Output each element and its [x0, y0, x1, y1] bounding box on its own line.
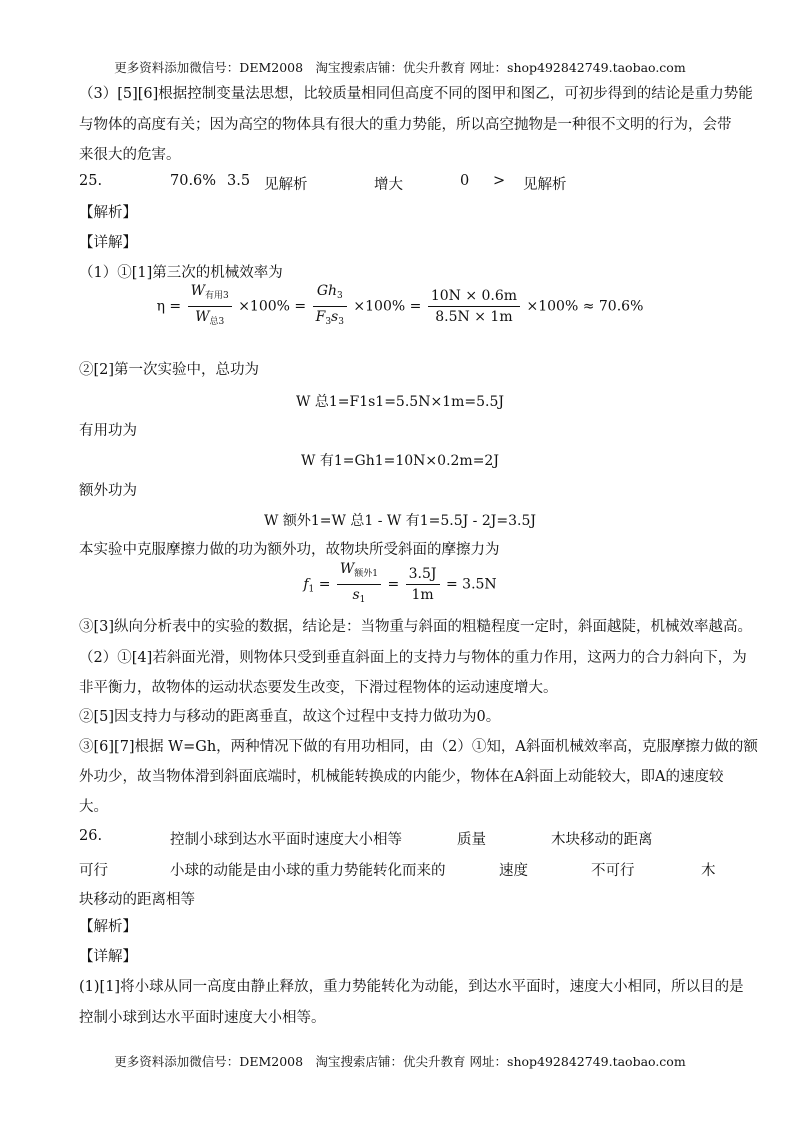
eq-text: s	[352, 587, 360, 603]
text-line: 大。	[79, 799, 108, 815]
answer-2: 3.5	[227, 173, 251, 189]
eq-eta: η =	[156, 298, 182, 315]
answer-4: 增大	[374, 177, 403, 193]
answer-6: 速度	[499, 863, 528, 879]
answer-8-end: 块移动的距离相等	[79, 892, 195, 908]
answer-4: 可行	[79, 863, 108, 879]
answer-6: >	[493, 173, 506, 189]
eq-text: s	[331, 309, 339, 325]
text-line: 来很大的危害。	[79, 147, 181, 163]
answer-3: 木块移动的距离	[551, 832, 653, 848]
eq-sub: 3	[325, 317, 332, 327]
eq-sub: 1	[359, 595, 366, 605]
text-line: 额外功为	[79, 483, 137, 499]
eq-text: W	[339, 561, 355, 577]
text-line: （3）[5][6]根据控制变量法思想，比较质量相同但高度不同的图甲和图乙，可初步得到的结论是重力势能	[79, 86, 753, 102]
question-number: 25.	[79, 173, 103, 189]
text-line: 与物体的高度有关；因为高空的物体具有很大的重力势能，所以高空抛物是一种很不文明的行为，会带	[79, 117, 732, 133]
text-line: (1)[1]将小球从同一高度由静止释放，重力势能转化为动能，到达水平面时，速度大小相同，所以目的是	[79, 979, 744, 995]
question-number: 26.	[79, 828, 103, 844]
page-footer: 更多资料添加微信号：DEM2008 淘宝搜索店铺：优尖升教育 网址：shop492842749.taobao.com	[114, 1054, 686, 1069]
text-line: ③[3]纵向分析表中的实验的数据，结论是：当物重与斜面的粗糙程度一定时，斜面越陡，机械效率越高。	[79, 619, 753, 635]
eq-text: ×100% =	[353, 298, 422, 315]
section-label-detail: 【详解】	[79, 949, 137, 965]
equation-total-work: W 总1=F1s1=5.5N×1m=5.5J	[296, 394, 504, 410]
answer-2: 质量	[457, 832, 486, 848]
eq-sub: 总3	[209, 317, 225, 327]
section-label-analysis: 【解析】	[79, 919, 137, 935]
eq-fraction-gh	[313, 282, 347, 331]
answer-3: 见解析	[264, 177, 308, 193]
answer-1: 控制小球到达水平面时速度大小相等	[170, 832, 402, 848]
eq-sub: 额外1	[354, 569, 378, 579]
page-header: 更多资料添加微信号：DEM2008 淘宝搜索店铺：优尖升教育 网址：shop492842749.taobao.com	[114, 60, 686, 75]
text-line: 本实验中克服摩擦力做的功为额外功，故物块所受斜面的摩擦力为	[79, 542, 500, 558]
text-line: （1）①[1]第三次的机械效率为	[79, 265, 283, 281]
text-line: ③[6][7]根据 W=Gh，两种情况下做的有用功相同，由（2）①知，A斜面机械效率高，克服摩擦力做的额	[79, 739, 758, 755]
text-line: ②[2]第一次实验中，总功为	[79, 362, 260, 378]
eq-result: ×100% ≈ 70.6%	[526, 298, 644, 315]
equation-useful-work: W 有1=Gh1=10N×0.2m=2J	[301, 453, 499, 469]
eq-text: 1m	[411, 587, 434, 603]
equation-efficiency	[0, 282, 800, 331]
eq-text: Gh	[316, 283, 338, 299]
equation-friction	[0, 560, 800, 609]
text-line: （2）①[4]若斜面光滑，则物体只受到垂直斜面上的支持力与物体的重力作用，这两力的合力斜向下，为	[79, 650, 747, 666]
eq-sub: 3	[338, 317, 344, 327]
eq-text: 10N × 0.6m	[428, 287, 520, 307]
section-label-detail: 【详解】	[79, 235, 137, 251]
equation-extra-work: W 额外1=W 总1 - W 有1=5.5J - 2J=3.5J	[264, 513, 536, 529]
text-line: 非平衡力，故物体的运动状态要发生改变，下滑过程物体的运动速度增大。	[79, 680, 558, 696]
eq-text: =	[318, 576, 331, 593]
eq-fraction-values	[406, 565, 440, 604]
answer-5: 小球的动能是由小球的重力势能转化而来的	[170, 863, 446, 879]
eq-fraction-w	[188, 282, 232, 331]
answer-7: 不可行	[591, 863, 635, 879]
eq-fraction-wf	[337, 560, 381, 609]
eq-text: W	[195, 309, 210, 325]
eq-sub: 3	[337, 291, 343, 301]
eq-sub: 有用3	[205, 291, 229, 301]
eq-text: f	[303, 576, 309, 593]
eq-text: F	[315, 309, 326, 325]
eq-fraction-values	[428, 287, 520, 326]
text-line: 有用功为	[79, 423, 137, 439]
eq-text: W	[190, 283, 206, 299]
eq-result: = 3.5N	[445, 576, 497, 593]
section-label-analysis: 【解析】	[79, 205, 137, 221]
eq-text: ×100% =	[238, 298, 307, 315]
eq-sub: 1	[308, 584, 315, 595]
answer-8-start: 木	[701, 863, 716, 879]
answer-1: 70.6%	[170, 173, 217, 189]
answer-7: 见解析	[523, 177, 567, 193]
text-line: 外功少，故当物体滑到斜面底端时，机械能转换成的内能少，物体在A斜面上动能较大，即A的速度较	[79, 769, 724, 785]
eq-text: 3.5J	[406, 565, 440, 585]
answer-5: 0	[460, 173, 470, 189]
text-line: 控制小球到达水平面时速度大小相等。	[79, 1010, 326, 1026]
eq-text: =	[387, 576, 400, 593]
eq-text: 8.5N × 1m	[435, 309, 513, 325]
text-line: ②[5]因支持力与移动的距离垂直，故这个过程中支持力做功为0。	[79, 709, 501, 725]
